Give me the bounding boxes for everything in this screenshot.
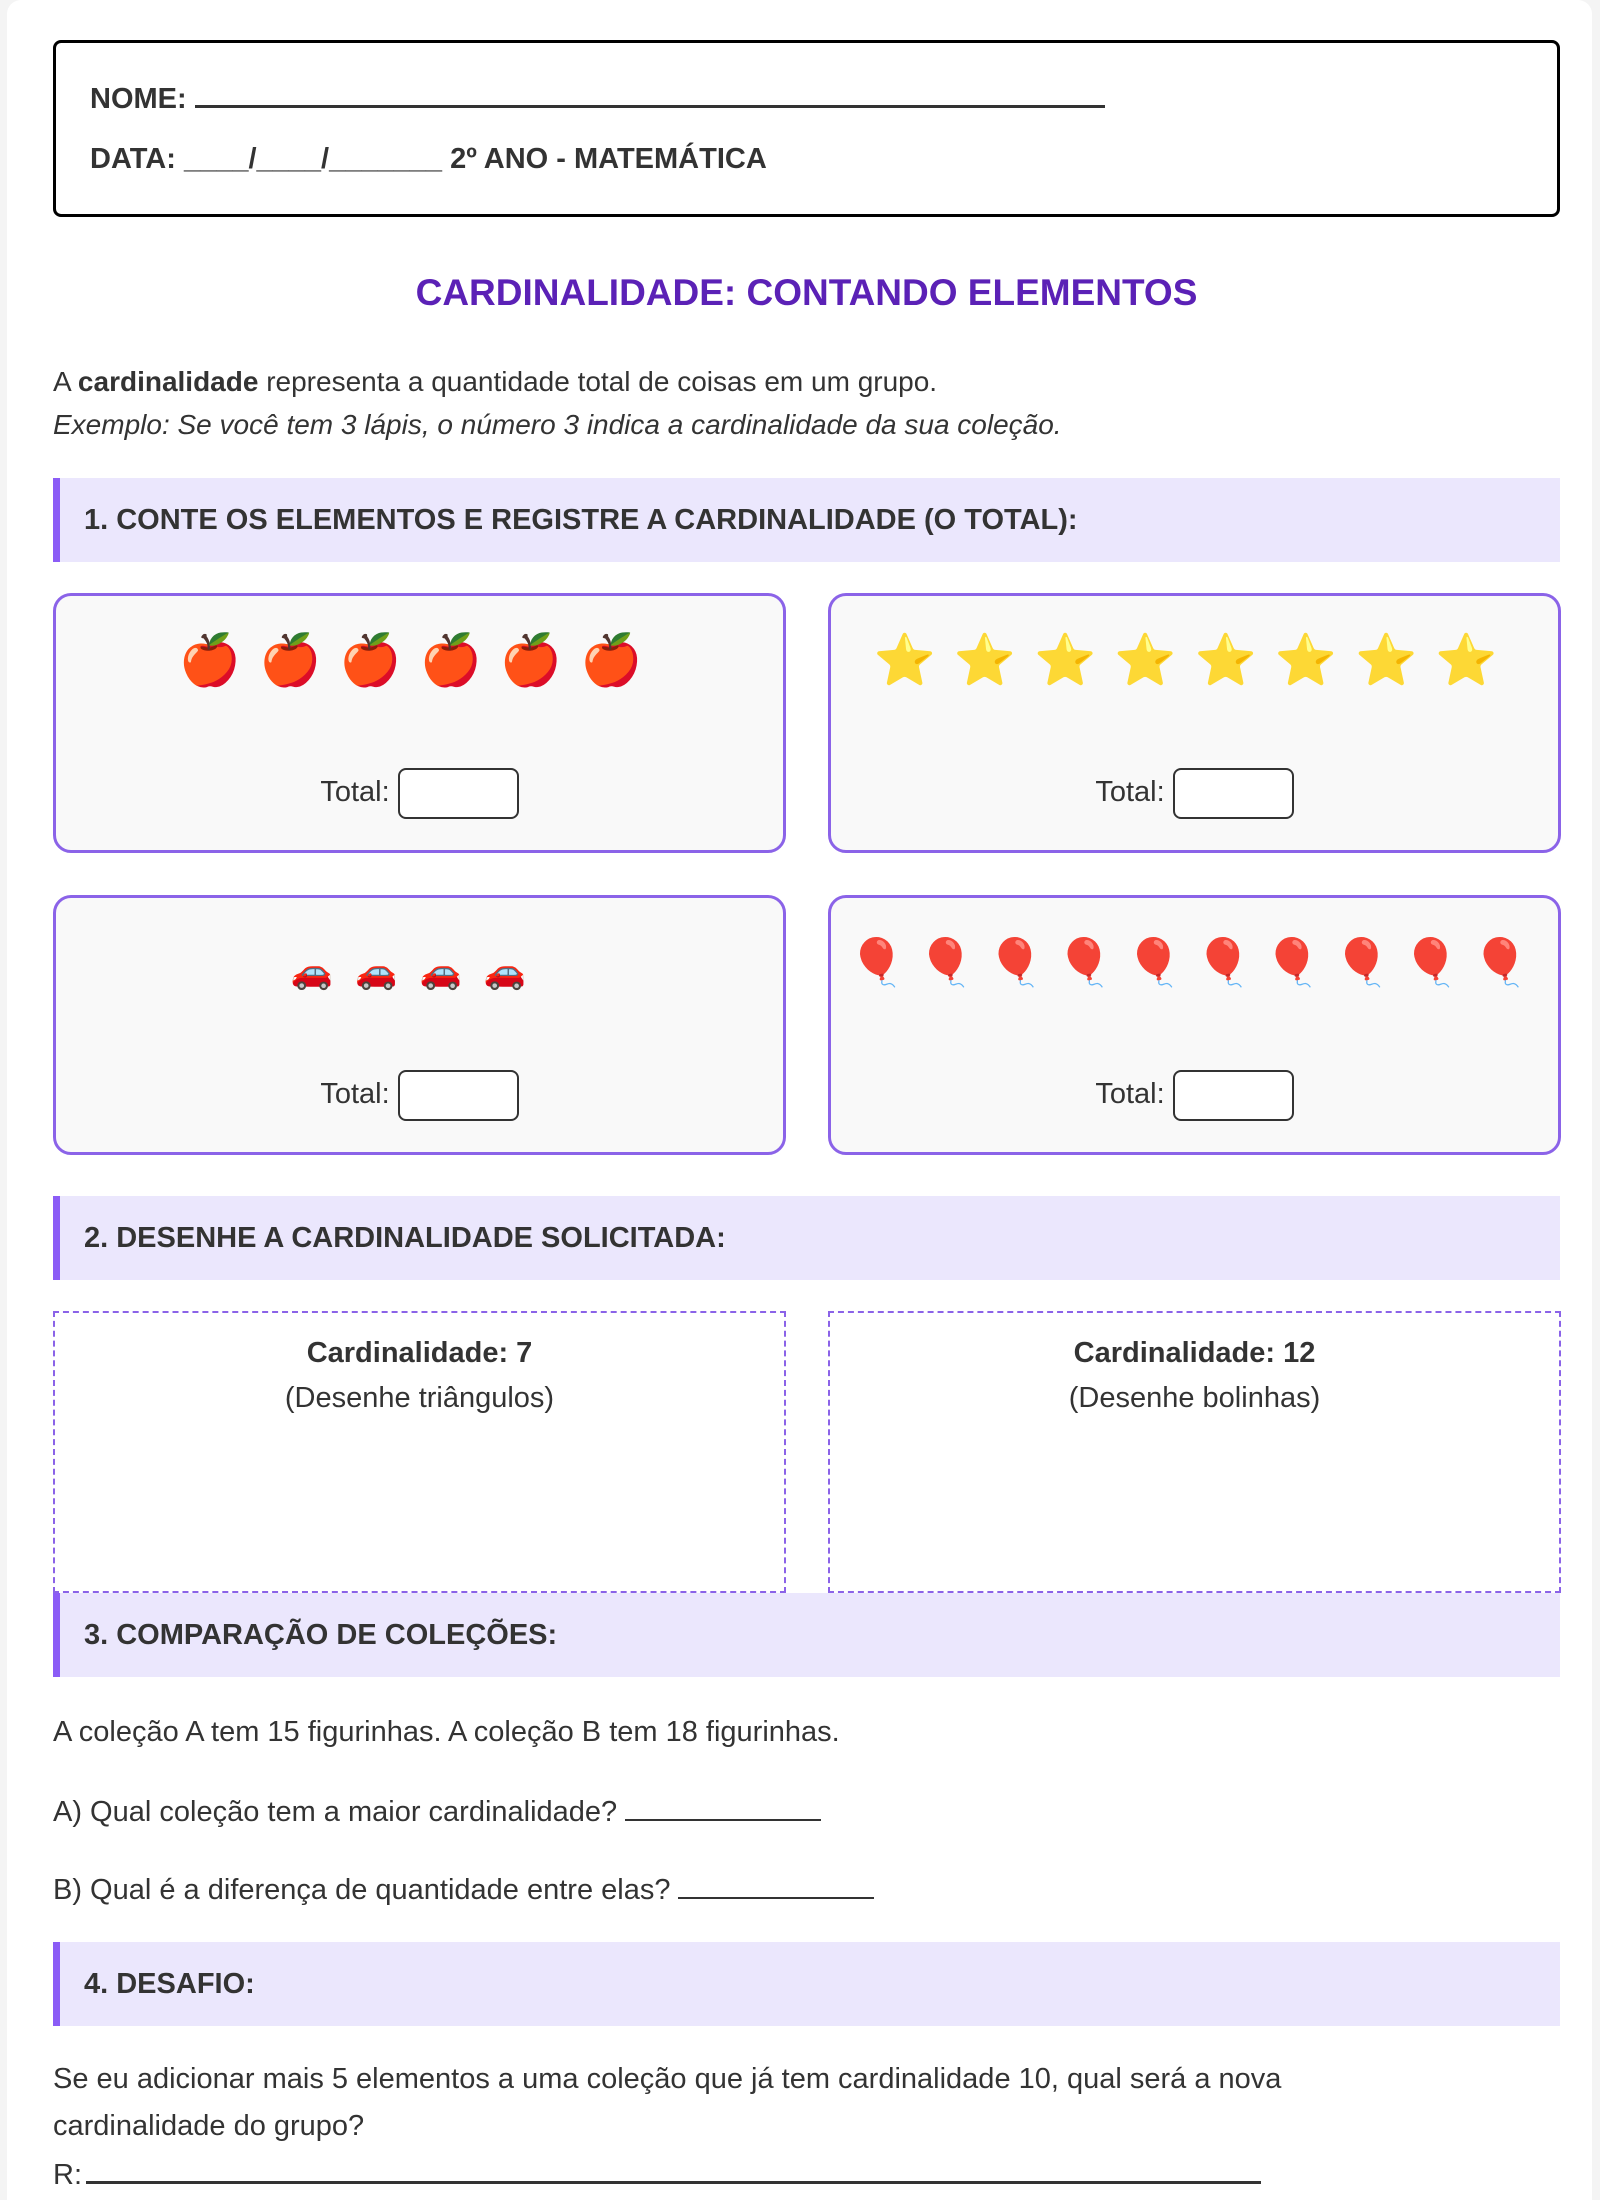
- section-2-heading: 2. DESENHE A CARDINALIDADE SOLICITADA:: [53, 1196, 1560, 1280]
- count-card-cars: [53, 895, 786, 1155]
- name-label: NOME:: [90, 83, 187, 115]
- total-row: [831, 768, 1558, 819]
- answer-b-field[interactable]: [678, 1871, 874, 1899]
- question-a-text: A) Qual coleção tem a maior cardinalidade?: [53, 1796, 618, 1828]
- intro-prefix: A: [53, 366, 78, 397]
- drawing-box-triangles[interactable]: [53, 1311, 786, 1593]
- section-4-heading: 4. DESAFIO:: [53, 1942, 1560, 2026]
- cardinality-label: Cardinalidade: 12: [1073, 1337, 1316, 1369]
- definition-line: [53, 360, 1062, 403]
- intro-text: [53, 360, 1062, 446]
- grade-subject: 2º ANO - MATEMÁTICA: [450, 143, 767, 175]
- total-row: [56, 768, 783, 819]
- challenge-line-1: Se eu adicionar mais 5 elementos a uma coleção que já tem cardinalidade 10, qual será a nova: [53, 2063, 1282, 2095]
- name-field[interactable]: [195, 79, 1105, 108]
- challenge-line-2: cardinalidade do grupo?: [53, 2110, 365, 2142]
- date-row: [90, 143, 767, 176]
- page-title: CARDINALIDADE: CONTANDO ELEMENTOS: [415, 272, 1198, 313]
- drawing-instruction: (Desenhe triângulos): [284, 1382, 555, 1414]
- total-input[interactable]: [398, 768, 519, 819]
- question-b-text: B) Qual é a diferença de quantidade entre elas?: [53, 1874, 671, 1906]
- section-3-heading: 3. COMPARAÇÃO DE COLEÇÕES:: [53, 1593, 1560, 1677]
- challenge-answer-field[interactable]: [86, 2155, 1261, 2184]
- count-card-stars: [828, 593, 1561, 853]
- total-input[interactable]: [398, 1070, 519, 1121]
- count-card-apples: [53, 593, 786, 853]
- total-input[interactable]: [1173, 1070, 1294, 1121]
- drawing-box-circles[interactable]: [828, 1311, 1561, 1593]
- intro-bold-term: cardinalidade: [77, 366, 259, 397]
- answer-label: R:: [53, 2159, 82, 2191]
- total-label: Total:: [320, 1078, 390, 1111]
- apple-icon: 🍎🍎🍎🍎🍎🍎: [178, 632, 661, 688]
- total-row: [56, 1070, 783, 1121]
- worksheet-page: [7, 0, 1592, 2200]
- date-field[interactable]: ____/____/_______: [183, 143, 443, 175]
- example-line: Exemplo: Se você tem 3 lápis, o número 3 indica a cardinalidade da sua coleção.: [53, 409, 1062, 440]
- drawing-instruction: (Desenhe bolinhas): [1068, 1382, 1321, 1414]
- star-icon: ⭐⭐⭐⭐⭐⭐⭐⭐: [873, 632, 1516, 688]
- date-label: DATA:: [90, 143, 176, 175]
- car-icon: 🚗🚗🚗🚗: [290, 953, 549, 991]
- total-label: Total:: [320, 776, 390, 809]
- cardinality-label: Cardinalidade: 7: [306, 1337, 533, 1369]
- count-card-balloons: [828, 895, 1561, 1155]
- total-label: Total:: [1095, 776, 1165, 809]
- section-1-heading: 1. CONTE OS ELEMENTOS E REGISTRE A CARDINALIDADE (O TOTAL):: [53, 478, 1560, 562]
- challenge-answer: [53, 2155, 1261, 2192]
- name-row: [90, 79, 1105, 116]
- balloon-icon: 🎈🎈🎈🎈🎈🎈🎈🎈🎈🎈: [848, 936, 1541, 988]
- total-input[interactable]: [1173, 768, 1294, 819]
- answer-a-field[interactable]: [625, 1793, 821, 1821]
- total-row: [831, 1070, 1558, 1121]
- comparison-statement: A coleção A tem 15 figurinhas. A coleção B tem 18 figurinhas.: [53, 1716, 840, 1748]
- total-label: Total:: [1095, 1078, 1165, 1111]
- intro-rest: representa a quantidade total de coisas em um grupo.: [258, 366, 938, 397]
- student-info-box: [53, 40, 1560, 217]
- question-a: [53, 1793, 821, 1829]
- question-b: [53, 1871, 874, 1907]
